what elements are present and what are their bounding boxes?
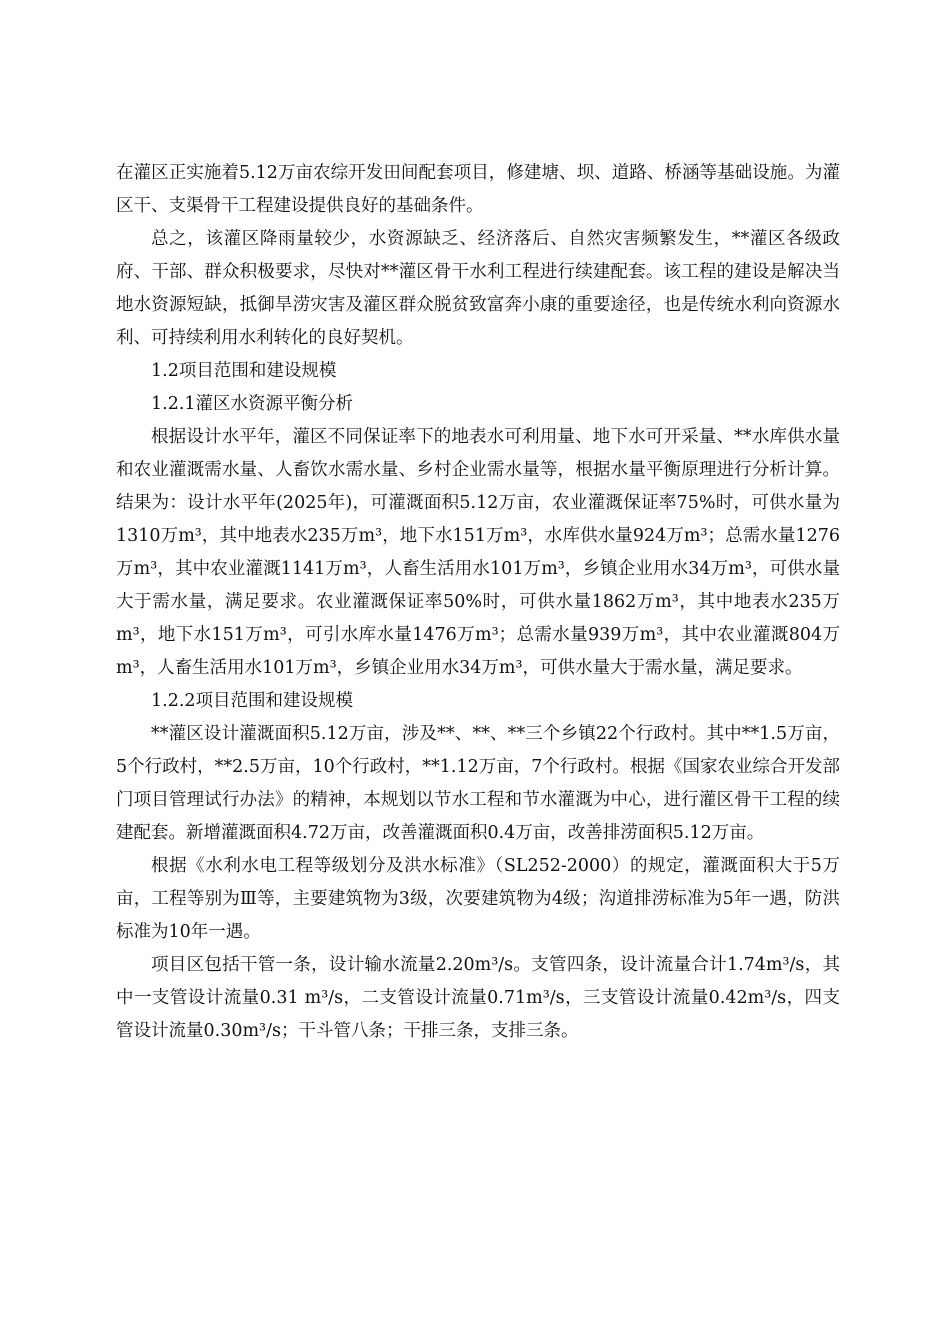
section-heading-1-2-2: 1.2.2项目范围和建设规模 xyxy=(151,691,354,711)
section-heading-1-2-1: 1.2.1灌区水资源平衡分析 xyxy=(151,394,354,414)
paragraph-project-scope: **灌区设计灌溉面积5.12万亩，涉及**、**、**三个乡镇22个行政村。其中**1.5万亩，5个行政村，**2.5万亩，10个行政村，**1.12万亩，7个行政村。根据《国家农业综合开发部门项目管理试行办法》的精神，本规划以节水工程和节水灌溉为中心，进行灌区骨干工程的续建配套。新增灌溉面积4.72万亩，改善灌溉面积0.4万亩，改善排涝面积5.12万亩。 xyxy=(116,724,840,843)
paragraph-water-balance: 根据设计水平年，灌区不同保证率下的地表水可利用量、地下水可开采量、**水库供水量和农业灌溉需水量、人畜饮水需水量、乡村企业需水量等，根据水量平衡原理进行分析计算。结果为：设计水平年(2025年)，可灌溉面积5.12万亩，农业灌溉保证率75%时，可供水量为1310万m³，其中地表水235万m³，地下水151万m³，水库供水量924万m³；总需水量1276万m³，其中农业灌溉1141万m³，人畜生活用水101万m³，乡镇企业用水34万m³，可供水量大于需水量，满足要求。农业灌溉保证率50%时，可供水量1862万m³，其中地表水235万m³，地下水151万m³，可引水库水量1476万m³；总需水量939万m³，其中农业灌溉804万m³，人畜生活用水101万m³，乡镇企业用水34万m³，可供水量大于需水量，满足要求。 xyxy=(116,427,840,678)
paragraph-continuation: 在灌区正实施着5.12万亩农综开发田间配套项目，修建塘、坝、道路、桥涵等基础设施。为灌区干、支渠骨干工程建设提供良好的基础条件。 xyxy=(116,163,840,216)
document-body xyxy=(116,157,840,1048)
paragraph-summary: 总之，该灌区降雨量较少，水资源缺乏、经济落后、自然灾害频繁发生，**灌区各级政府、干部、群众积极要求，尽快对**灌区骨干水利工程进行续建配套。该工程的建设是解决当地水资源短缺，抵御旱涝灾害及灌区群众脱贫致富奔小康的重要途径，也是传统水利向资源水利、可持续利用水利转化的良好契机。 xyxy=(116,229,840,348)
paragraph-pipe-network: 项目区包括干管一条，设计输水流量2.20m³/s。支管四条，设计流量合计1.74m³/s，其中一支管设计流量0.31 m³/s，二支管设计流量0.71m³/s，三支管设计流量0.42m³/s，四支管设计流量0.30m³/s；干斗管八条；干排三条，支排三条。 xyxy=(116,955,840,1041)
paragraph-engineering-grade: 根据《水利水电工程等级划分及洪水标准》（SL252-2000）的规定，灌溉面积大于5万亩，工程等别为Ⅲ等，主要建筑物为3级，次要建筑物为4级；沟道排涝标准为5年一遇，防洪标准为10年一遇。 xyxy=(116,856,840,942)
section-heading-1-2: 1.2项目范围和建设规模 xyxy=(151,361,337,381)
